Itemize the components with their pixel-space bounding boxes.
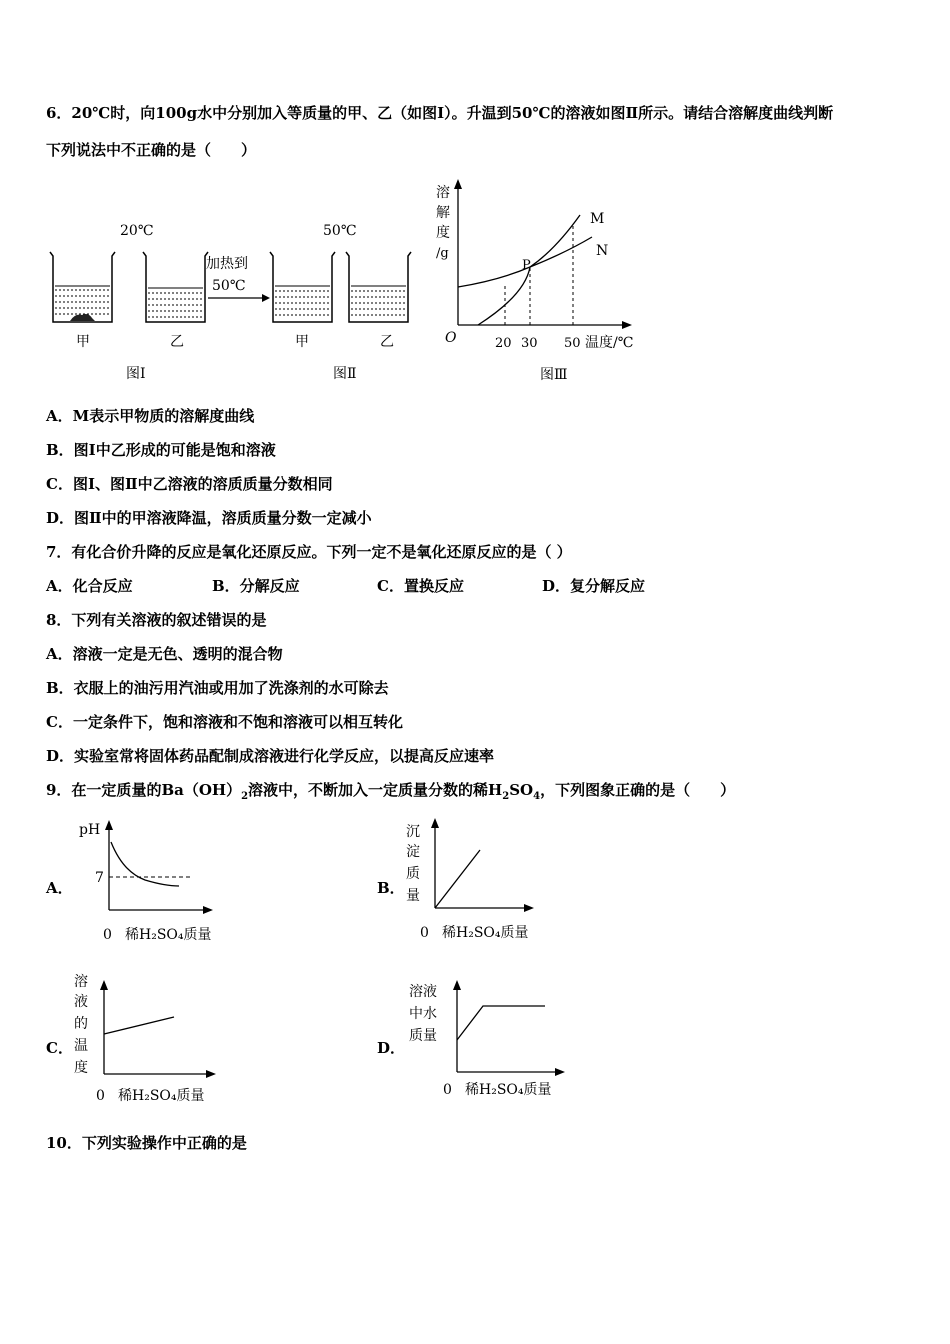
graph-c-ylabel-4: 温 [74, 1038, 88, 1054]
beaker-yi-1 [143, 252, 208, 322]
arrow-label-1: 加热到 [206, 256, 248, 272]
q6-option-d[interactable]: D．图Ⅱ中的甲溶液降温，溶质质量分数一定减小 [46, 509, 372, 527]
fig3-ylabel-1: 溶 [436, 185, 450, 201]
graph-b-line [435, 850, 480, 908]
q8-option-d[interactable]: D．实验室常将固体药品配制成溶液进行化学反应，以提高反应速率 [46, 747, 495, 765]
graph-d-ylabel-2: 中水 [409, 1006, 437, 1022]
label-p: P [522, 258, 531, 273]
q9-stem-mid: 溶液中，不断加入一定质量分数的稀H [248, 781, 503, 799]
q7-option-d[interactable]: D．复分解反应 [542, 577, 646, 595]
graph-d-xlabel: 稀H₂SO₄质量 [465, 1082, 552, 1098]
q6-option-b[interactable]: B．图I中乙形成的可能是饱和溶液 [46, 441, 276, 459]
solubility-graph [430, 175, 650, 390]
graph-b-ylabel-4: 量 [406, 888, 420, 904]
graph-c-line [104, 1017, 174, 1034]
tick-50: 50 [564, 336, 581, 351]
heating-arrowhead [262, 294, 270, 302]
fig2-beaker-left-label: 甲 [295, 334, 309, 350]
q6-option-a[interactable]: A．M表示甲物质的溶解度曲线 [46, 407, 255, 425]
q9-stem-mid2: SO [509, 781, 534, 799]
fig3-ylabel-4: /g [436, 246, 449, 261]
graph-c-origin: 0 [96, 1088, 105, 1104]
q8-option-a[interactable]: A．溶液一定是无色、透明的混合物 [46, 645, 283, 663]
tick-30: 30 [521, 336, 538, 351]
graph-c-xlabel: 稀H₂SO₄质量 [118, 1088, 205, 1104]
graph-c-temperature [70, 968, 240, 1108]
beaker-yi-2 [346, 252, 411, 322]
q8-stem: 8．下列有关溶液的叙述错误的是 [46, 611, 267, 629]
fig3-x-arrow [622, 321, 632, 329]
q6-stem-line2: 下列说法中不正确的是（ ） [46, 141, 257, 159]
fig3-ylabel-2: 解 [436, 205, 450, 221]
graph-a-xlabel: 稀H₂SO₄质量 [125, 927, 212, 943]
graph-b-origin: 0 [420, 925, 429, 941]
graph-a-ph [75, 812, 235, 947]
arrow-label-2: 50℃ [212, 278, 246, 294]
graph-d-origin: 0 [443, 1082, 452, 1098]
graph-a-ylabel: pH [79, 822, 101, 838]
fig3-ylabel-3: 度 [436, 225, 450, 241]
beaker-jia-2 [270, 252, 335, 322]
label-m: M [590, 211, 605, 227]
graph-b-ylabel-1: 沉 [406, 824, 420, 840]
beaker-figures [40, 210, 430, 390]
q9-stem-sub2: 2 [502, 791, 510, 802]
fig1-beaker-right-label: 乙 [170, 334, 184, 350]
fig3-y-arrow [454, 179, 462, 189]
graph-d-water-mass [405, 972, 575, 1107]
q9-stem-pre: 9．在一定质量的Ba（OH） [46, 781, 242, 799]
fig3-xlabel: 温度/℃ [585, 335, 634, 351]
graph-b-ylabel-3: 质 [406, 866, 420, 882]
fig3-caption: 图Ⅲ [540, 367, 568, 383]
q9-option-d-letter[interactable]: D． [377, 1039, 406, 1057]
tick-20: 20 [495, 336, 512, 351]
undissolved-solid [70, 314, 95, 321]
q9-option-a-letter[interactable]: A． [46, 879, 73, 897]
fig1-caption: 图Ⅰ [126, 366, 146, 382]
q9-stem-sub: 2 [241, 791, 249, 802]
graph-b-xlabel: 稀H₂SO₄质量 [442, 925, 529, 941]
fig1-beaker-left-label: 甲 [76, 334, 90, 350]
label-n: N [596, 243, 609, 259]
fig1-temp: 20℃ [120, 223, 154, 239]
q6-stem-line1: 6．20℃时，向100g水中分别加入等质量的甲、乙（如图I）。升温到50℃的溶液如图Ⅱ所示。请结合溶解度曲线判断 [46, 104, 834, 122]
q9-option-c-letter[interactable]: C． [46, 1039, 73, 1057]
graph-c-ylabel-1: 溶 [74, 974, 88, 990]
graph-d-line [457, 1006, 545, 1040]
q7-stem: 7．有化合价升降的反应是氧化还原反应。下列一定不是氧化还原反应的是（ ） [46, 543, 572, 561]
graph-a-tick: 7 [95, 870, 104, 886]
q9-stem-sub3: 4 [533, 791, 541, 802]
graph-d-ylabel-3: 质量 [409, 1028, 437, 1044]
graph-b-ylabel-2: 淀 [406, 844, 420, 860]
fig2-caption: 图Ⅱ [333, 366, 357, 382]
q10-stem: 10．下列实验操作中正确的是 [46, 1134, 247, 1152]
graph-c-ylabel-3: 的 [74, 1016, 88, 1032]
q9-option-b-letter[interactable]: B． [377, 879, 405, 897]
graph-a-curve [111, 842, 179, 886]
q7-option-c[interactable]: C．置换反应 [377, 577, 464, 595]
graph-c-ylabel-5: 度 [74, 1060, 88, 1076]
fig2-beaker-right-label: 乙 [380, 334, 394, 350]
q9-stem [46, 780, 735, 807]
graph-b-precipitate [400, 812, 560, 947]
graph-c-ylabel-2: 液 [74, 994, 88, 1010]
q7-option-b[interactable]: B．分解反应 [212, 577, 300, 595]
beaker-jia-1 [50, 252, 115, 322]
q9-stem-post: ，下列图象正确的是（ ） [540, 781, 736, 799]
graph-d-ylabel-1: 溶液 [409, 984, 437, 1000]
q6-option-c[interactable]: C．图Ⅰ、图Ⅱ中乙溶液的溶质质量分数相同 [46, 475, 333, 493]
q7-option-a[interactable]: A．化合反应 [46, 577, 133, 595]
fig2-temp: 50℃ [323, 223, 357, 239]
q8-option-c[interactable]: C．一定条件下，饱和溶液和不饱和溶液可以相互转化 [46, 713, 403, 731]
graph-a-origin: 0 [103, 927, 112, 943]
fig3-origin: O [445, 330, 457, 346]
q8-option-b[interactable]: B．衣服上的油污用汽油或用加了洗涤剂的水可除去 [46, 679, 389, 697]
